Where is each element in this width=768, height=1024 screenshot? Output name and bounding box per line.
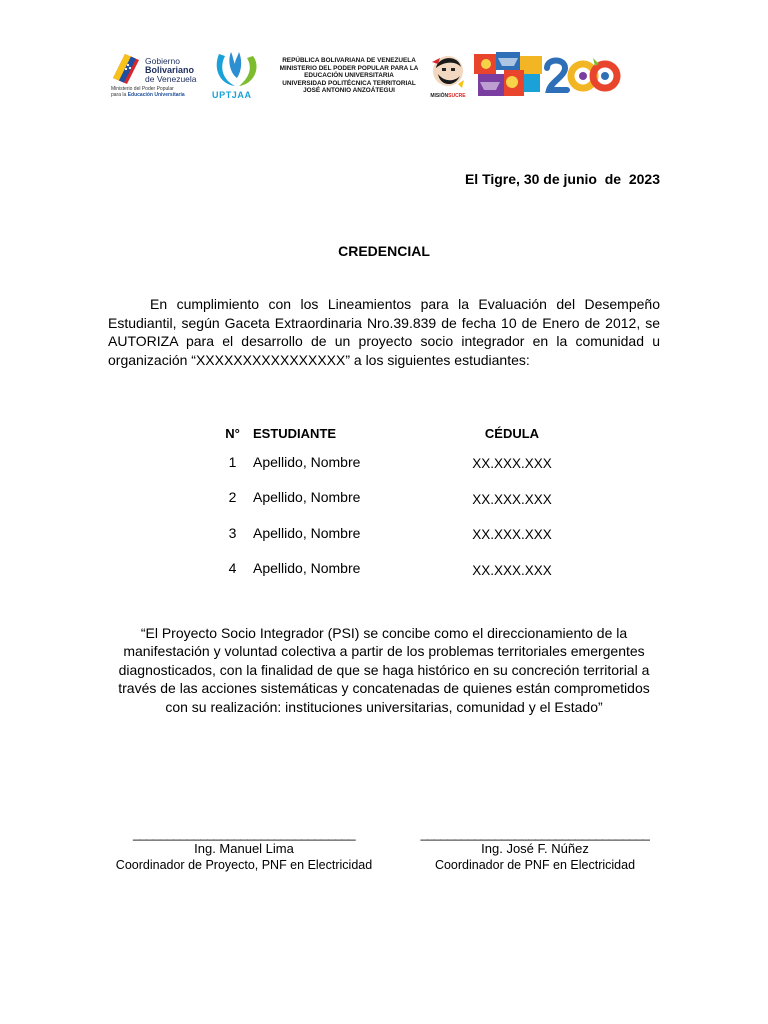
signature-line: __________________________________ [420,826,650,841]
row-student-id: XX.XXX.XXX [472,456,552,472]
row-student-name: Apellido, Nombre [253,524,361,541]
students-table [212,422,607,586]
row-number: 3 [228,524,237,541]
signer-role: Coordinador de Proyecto, PNF en Electricidad [115,858,373,872]
year-200-logo-icon [543,54,621,98]
table-row [212,551,607,587]
row-student-name: Apellido, Nombre [253,453,361,470]
authorization-paragraph: En cumplimiento con los Lineamientos para la Evaluación del Desempeño Estudiantil, según Gaceta Extraordinaria Nro.39.839 de fecha 10 de Enero de 2012, se AUTORIZA para el desarrollo de un proyecto socio integrador en la comunidad u organización “XXXXXXXXXXXXXXXX” a los siguientes estudiantes: [108,296,660,368]
uptjaa-logo [211,48,263,106]
signer-role: Coordinador de PNF en Electricidad [434,858,636,872]
row-student-id: XX.XXX.XXX [472,527,552,543]
psi-quote: “El Proyecto Socio Integrador (PSI) se concibe como el direccionamiento de la manifestación y voluntad colectiva a partir de los problemas territoriales emergentes diagnosticados, con la finalidad de que se haga histórico en su concreción territorial a través de las acciones sistemáticas y concatenadas de quienes están comprometidos con su realización: instituciones universitarias, comunidad y el Estado” [118,625,650,715]
row-number: 2 [228,489,237,506]
mision-sucre-label: MISIÓNSUCRE [430,93,466,99]
header-logo-strip [107,48,621,108]
row-student-id: XX.XXX.XXX [472,491,552,507]
institution-heading: REPÚBLICA BOLIVARIANA DE VENEZUELA MINISTERIO DEL PODER POPULAR PARA LA EDUCACIÓN UNIVERSITARIA UNIVERSIDAD POLITÉCNICA TERRITORIAL JOSÉ ANTONIO ANZOÁTEGUI [279,57,419,95]
row-student-id: XX.XXX.XXX [472,562,552,578]
gobierno-bolivariano-logo [107,48,201,104]
row-number: 1 [228,453,237,470]
mision-sucre-logo [428,52,468,104]
table-row [212,515,607,551]
row-student-name: Apellido, Nombre [253,560,361,577]
signature-block-right [410,826,660,874]
column-header-number: N° [225,425,240,441]
signature-line: _________________________________ [132,826,356,841]
column-header-id: CÉDULA [484,425,540,441]
signature-block-left [104,826,384,874]
table-row [212,444,607,480]
gov-logo-subtitle: Ministerio del Poder Popular para la Educación Universitaria [111,86,185,98]
document-date: El Tigre, 30 de junio de 2023 [464,171,660,187]
gov-logo-title: Gobierno Bolivariano de Venezuela [145,56,197,84]
mision-sucre-emblem-icon [428,52,468,92]
uptjaa-label: UPTJAA [212,90,252,100]
signer-name: Ing. José F. Núñez [481,841,589,856]
table-header-row [212,422,607,444]
uptjaa-emblem-icon [211,48,263,90]
row-number: 4 [228,560,237,577]
column-header-student: ESTUDIANTE [253,425,337,441]
row-student-name: Apellido, Nombre [253,489,361,506]
colorful-event-logo-icon [474,52,542,100]
document-title: CREDENCIAL [338,243,430,259]
signer-name: Ing. Manuel Lima [194,841,294,856]
venezuela-flag-icon [111,52,141,86]
table-row [212,480,607,516]
